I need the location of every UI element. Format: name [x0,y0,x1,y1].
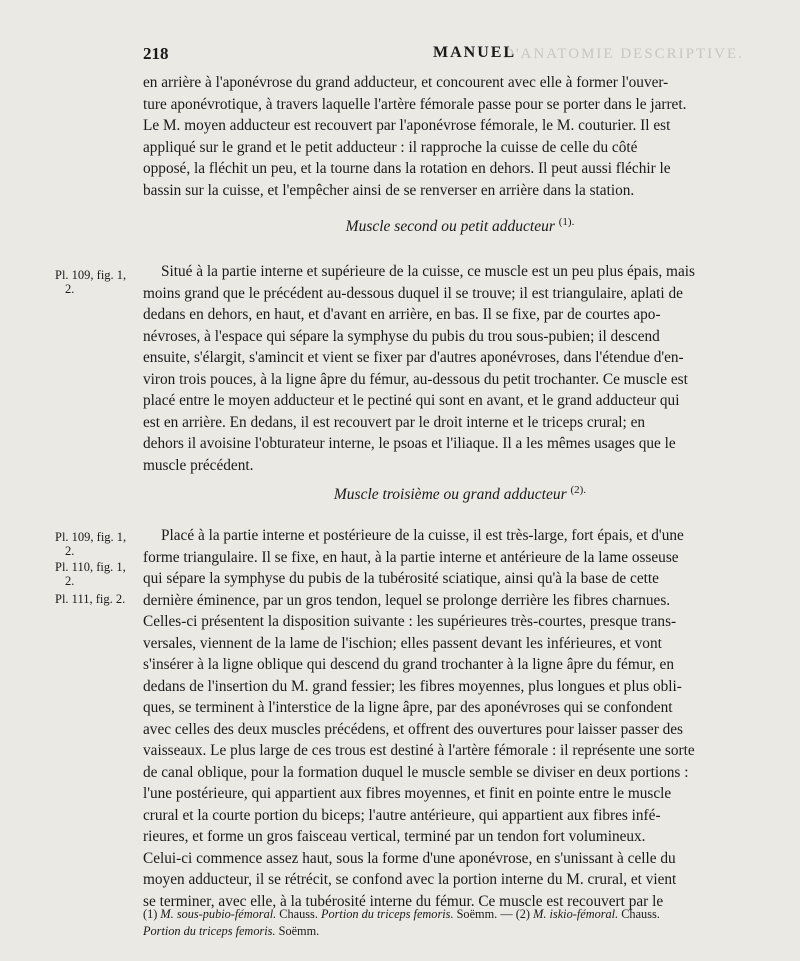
text-line: appliqué sur le grand et le petit adducteur : il rapproche la cuisse de celle du côté [143,138,638,156]
text-line: rieures, et forme un gros faisceau vertical, terminé par un tendon fort volumineux. [143,828,646,845]
footnote-term: M. iskio-fémoral. [533,907,619,921]
text-line: dehors il avoisine l'obturateur interne, le psoas et l'iliaque. Il a les mêmes usages que le [143,435,676,452]
footnote-author: Chauss. [279,907,318,921]
text-line: Celui-ci commence assez haut, sous la forme d'une aponévrose, en s'unissant à celle du [143,849,676,867]
text-line: s'insérer à la ligne oblique qui descend du grand trochanter à la ligne âpre du fémur, en [143,656,674,673]
text-line: opposé, la fléchit un peu, et la tourne dans la rotation en dehors. Il peut aussi fléchir le [143,160,671,177]
heading-title: Muscle second ou petit adducteur [345,218,555,236]
text-line: versales, viennent de la lame de l'ischion; elles passent devant les inférieures, et vont [143,634,662,652]
footnote-marker: (1) [143,907,158,921]
text-line: forme triangulaire. Il se fixe, en haut, à la partie interne et antérieure de la lame osseuse [143,548,679,566]
page-number: 218 [143,44,169,63]
paragraph-moyen-adducteur [143,72,777,201]
text-line: Celles-ci présentent la disposition suivante : les supérieures très-courtes, presque trans- [143,613,677,630]
margin-line: Pl. 111, fig. 2. [55,592,126,606]
text-line: muscle précédent. [143,456,254,474]
footnote-term: Portion du triceps femoris. [320,907,454,921]
text-line: Le M. moyen adducteur est recouvert par l'aponévrose fémorale, le M. couturier. Il est [143,117,671,134]
text-line: avec celles des deux muscles précédens, et offrent des ouvertures pour laisser passer des [143,720,684,738]
footnote-ref: (2). [570,484,587,496]
footnotes [143,906,783,940]
text-line: placé entre le moyen adducteur et le pectiné qui sont en avant, et le grand adducteur qui [143,392,680,409]
text-line: vaisseaux. Le plus large de ces trous est destiné à l'artère fémorale : il représente une sorte [143,742,695,759]
text-line: dedans en dehors, en haut, et d'avant en arrière, en bas. Il se fixe, par de courtes apo- [143,306,661,323]
section-heading-grand-adducteur [143,484,777,504]
margin-line: 2. [65,282,75,296]
margin-line: 2. [65,574,75,588]
text-line: se terminer, avec elle, à la tubérosité interne du fémur. Ce muscle est recouvert par le [143,892,664,910]
text-line: dedans de l'insertion du M. grand fessier; les fibres moyennes, plus longues et plus obli- [143,677,682,695]
text-line: Placé à la partie interne et postérieure de la cuisse, il est très-large, fort épais, et d'une [161,527,684,544]
footnote-ref: (1). [558,216,575,228]
text-line: ques, se terminent à l'interstice de la ligne âpre, par des aponévroses qui se confondent [143,699,673,716]
page-header [143,44,773,68]
text-line: dernière éminence, par un gros tendon, lequel se prolonge derrière les fibres charnues. [143,591,671,609]
margin-line: Pl. 109, fig. 1, [55,268,127,282]
footnote-term: Portion du triceps femoris. [143,924,276,938]
text-line: névroses, à l'espace qui sépare la symphyse du pubis du trou sous-pubien; il descend [143,327,660,345]
text-line: l'une postérieure, qui appartient aux fibres moyennes, et finit en pointe entre le muscle [143,785,672,802]
section-heading-petit-adducteur [143,216,777,236]
text-line: qui sépare la symphyse du pubis de la tubérosité sciatique, ainsi qu'à la base de cette [143,570,659,587]
show-through-text: D'ANATOMIE DESCRIPTIVE. [503,46,744,62]
footnote-author: Soëmm. [278,924,320,938]
text-line: est en arrière. En dedans, il est recouvert par le droit interne et le triceps crural; en [143,413,646,431]
text-line: crural et la courte portion du biceps; l'autre antérieure, qui appartient aux fibres infé- [143,806,661,824]
footnote-line [143,923,783,940]
margin-line: 2. [65,544,75,558]
margin-plate-reference [55,560,145,588]
margin-line: Pl. 110, fig. 1, [55,560,126,574]
text-line: moins grand que le précédent au-dessous duquel il se trouve; il est triangulaire, aplati de [143,284,683,302]
paragraph-petit-adducteur [143,261,777,476]
margin-plate-reference [55,530,145,558]
footnote-line [143,906,783,923]
text-line: ture aponévrotique, à travers laquelle l'artère fémorale passe pour se porter dans le jarret. [143,95,687,113]
text-line: ensuite, s'élargit, s'amincit et vient se fixer par d'autres aponévroses, dans l'étendue d'en- [143,349,684,366]
heading-title: Muscle troisième ou grand adducteur [333,486,567,504]
text-line: de canal oblique, pour la formation duquel le muscle semble se diviser en deux portions : [143,763,689,781]
margin-plate-reference [55,592,145,606]
text-line: moyen adducteur, il se rétrécit, se confond avec la portion interne du M. crural, et vient [143,871,677,888]
footnote-author: Chauss. [621,907,660,921]
running-head: MANUEL [433,44,517,61]
text-line: Situé à la partie interne et supérieure de la cuisse, ce muscle est un peu plus épais, mais [161,263,695,280]
margin-line: Pl. 109, fig. 1, [55,530,127,544]
margin-plate-reference [55,268,145,296]
text-line: en arrière à l'aponévrose du grand adducteur, et concourent avec elle à former l'ouver- [143,74,669,91]
footnote-term: M. sous-pubio-fémoral. [160,907,277,921]
paragraph-grand-adducteur [143,525,777,912]
text-line: viron trois pouces, à la ligne âpre du fémur, au-dessous du petit trochanter. Ce muscle est [143,370,688,388]
footnote-author: Soëmm. — (2) [456,907,531,921]
text-line: bassin sur la cuisse, et l'empêcher ainsi de se renverser en arrière dans la station. [143,181,635,199]
